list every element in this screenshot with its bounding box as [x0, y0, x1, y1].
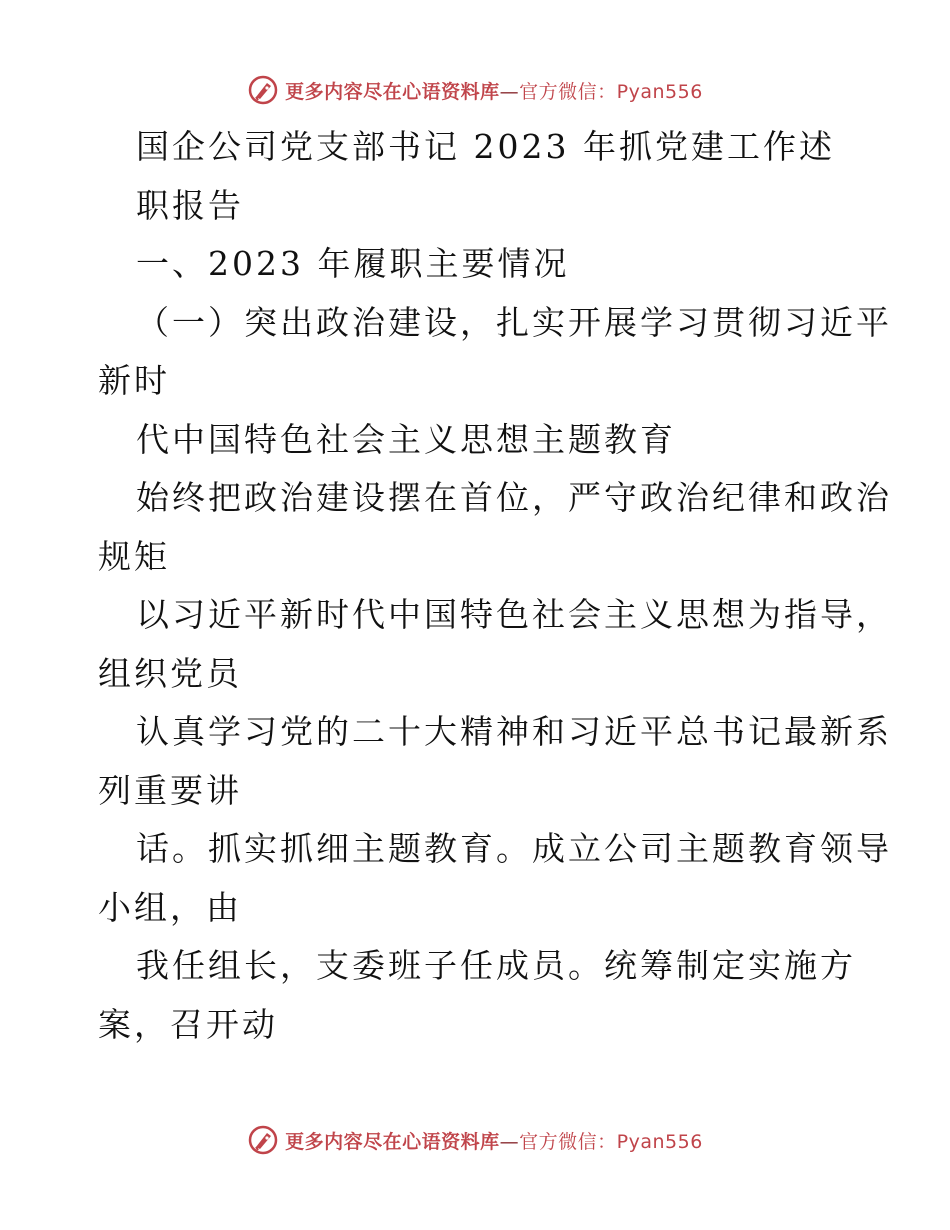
watermark-separator: — — [499, 1130, 520, 1153]
footer-watermark-banner — [0, 1120, 950, 1160]
watermark-main-text: 更多内容尽在心语资料库 — [285, 80, 500, 103]
watermark-text — [285, 1127, 703, 1154]
watermark-wechat-id: 官方微信：Pyan556 — [519, 80, 703, 103]
document-line: 话。抓实抓细主题教育。成立公司主题教育领导 — [136, 829, 892, 868]
document-line: 我任组长，支委班子任成员。统筹制定实施方 — [136, 946, 856, 985]
quill-pen-logo-icon — [247, 1124, 279, 1156]
document-line: （一）突出政治建设，扎实开展学习贯彻习近平 — [136, 302, 892, 342]
document-line: 新时 — [98, 361, 170, 400]
document-line: 规矩 — [98, 536, 170, 576]
document-line: 代中国特色社会主义思想主题教育 — [136, 419, 676, 459]
header-watermark-banner — [0, 70, 950, 110]
watermark-main-text: 更多内容尽在心语资料库 — [285, 1130, 500, 1153]
document-line: 始终把政治建设摆在首位，严守政治纪律和政治 — [136, 478, 892, 517]
document-line: 职报告 — [136, 185, 244, 225]
document-line: 列重要讲 — [98, 770, 242, 810]
document-line: 以习近平新时代中国特色社会主义思想为指导， — [136, 595, 892, 634]
quill-pen-logo-icon — [247, 74, 279, 106]
watermark-text — [285, 77, 703, 104]
watermark-separator: — — [499, 80, 520, 103]
document-line: 组织党员 — [98, 653, 242, 693]
document-line: 国企公司党支部书记 2023 年抓党建工作述 — [136, 127, 835, 166]
watermark-wechat-id: 官方微信：Pyan556 — [519, 1130, 703, 1153]
document-body — [98, 118, 892, 1054]
document-line: 小组，由 — [98, 887, 242, 927]
document-line: 认真学习党的二十大精神和习近平总书记最新系 — [136, 712, 892, 751]
document-line: 案，召开动 — [98, 1004, 278, 1044]
document-line: 一、2023 年履职主要情况 — [136, 244, 570, 283]
